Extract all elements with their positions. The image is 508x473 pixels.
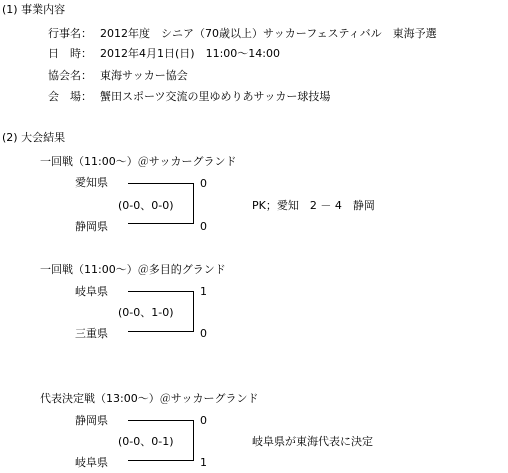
match3-bracket-side xyxy=(193,420,194,460)
match1-team2: 静岡県 xyxy=(75,220,108,233)
match3-note: 岐阜県が東海代表に決定 xyxy=(252,435,373,448)
match2-score1: 1 xyxy=(200,285,207,298)
match2-title: 一回戦（11:00～）＠多目的グランド xyxy=(40,263,226,276)
match1-bracket-bottom xyxy=(128,223,194,224)
event-name-label: 行事名： xyxy=(48,27,92,40)
match1-score1: 0 xyxy=(200,177,207,190)
association-value: 東海サッカー協会 xyxy=(100,69,188,82)
match3-title: 代表決定戦（13:00～）＠サッカーグランド xyxy=(40,392,259,405)
match1-note: PK；愛知 2 － 4 静岡 xyxy=(252,199,375,212)
association-label: 協会名： xyxy=(48,69,92,82)
match1-bracket-top xyxy=(128,183,194,184)
match1-bracket-side xyxy=(193,183,194,223)
match3-bracket-bottom xyxy=(128,460,194,461)
match2-halves: (0-0、1-0) xyxy=(118,306,174,319)
match2-team1: 岐阜県 xyxy=(75,285,108,298)
section2-heading: (2) 大会結果 xyxy=(2,131,66,144)
match3-score2: 1 xyxy=(200,456,207,469)
match3-bracket-top xyxy=(128,420,194,421)
venue-value: 蟹田スポーツ交流の里ゆめりあサッカー球技場 xyxy=(100,90,331,103)
venue-label: 会 場： xyxy=(48,90,92,103)
match1-halves: (0-0、0-0) xyxy=(118,199,174,212)
match3-halves: (0-0、0-1) xyxy=(118,435,174,448)
match1-score2: 0 xyxy=(200,220,207,233)
match2-bracket-side xyxy=(193,291,194,331)
match1-title: 一回戦（11:00～）＠サッカーグランド xyxy=(40,155,237,168)
match2-bracket-top xyxy=(128,291,194,292)
match1-team1: 愛知県 xyxy=(75,176,108,189)
match3-score1: 0 xyxy=(200,414,207,427)
datetime-label: 日 時： xyxy=(48,47,92,60)
section1-heading: (1) 事業内容 xyxy=(2,3,66,16)
match2-score2: 0 xyxy=(200,327,207,340)
match2-bracket-bottom xyxy=(128,331,194,332)
match2-team2: 三重県 xyxy=(75,327,108,340)
match3-team1: 静岡県 xyxy=(75,414,108,427)
datetime-value: 2012年4月1日(日) 11:00～14:00 xyxy=(100,47,280,60)
match3-team2: 岐阜県 xyxy=(75,456,108,469)
event-name-value: 2012年度 シニア（70歳以上）サッカーフェスティバル 東海予選 xyxy=(100,27,437,40)
